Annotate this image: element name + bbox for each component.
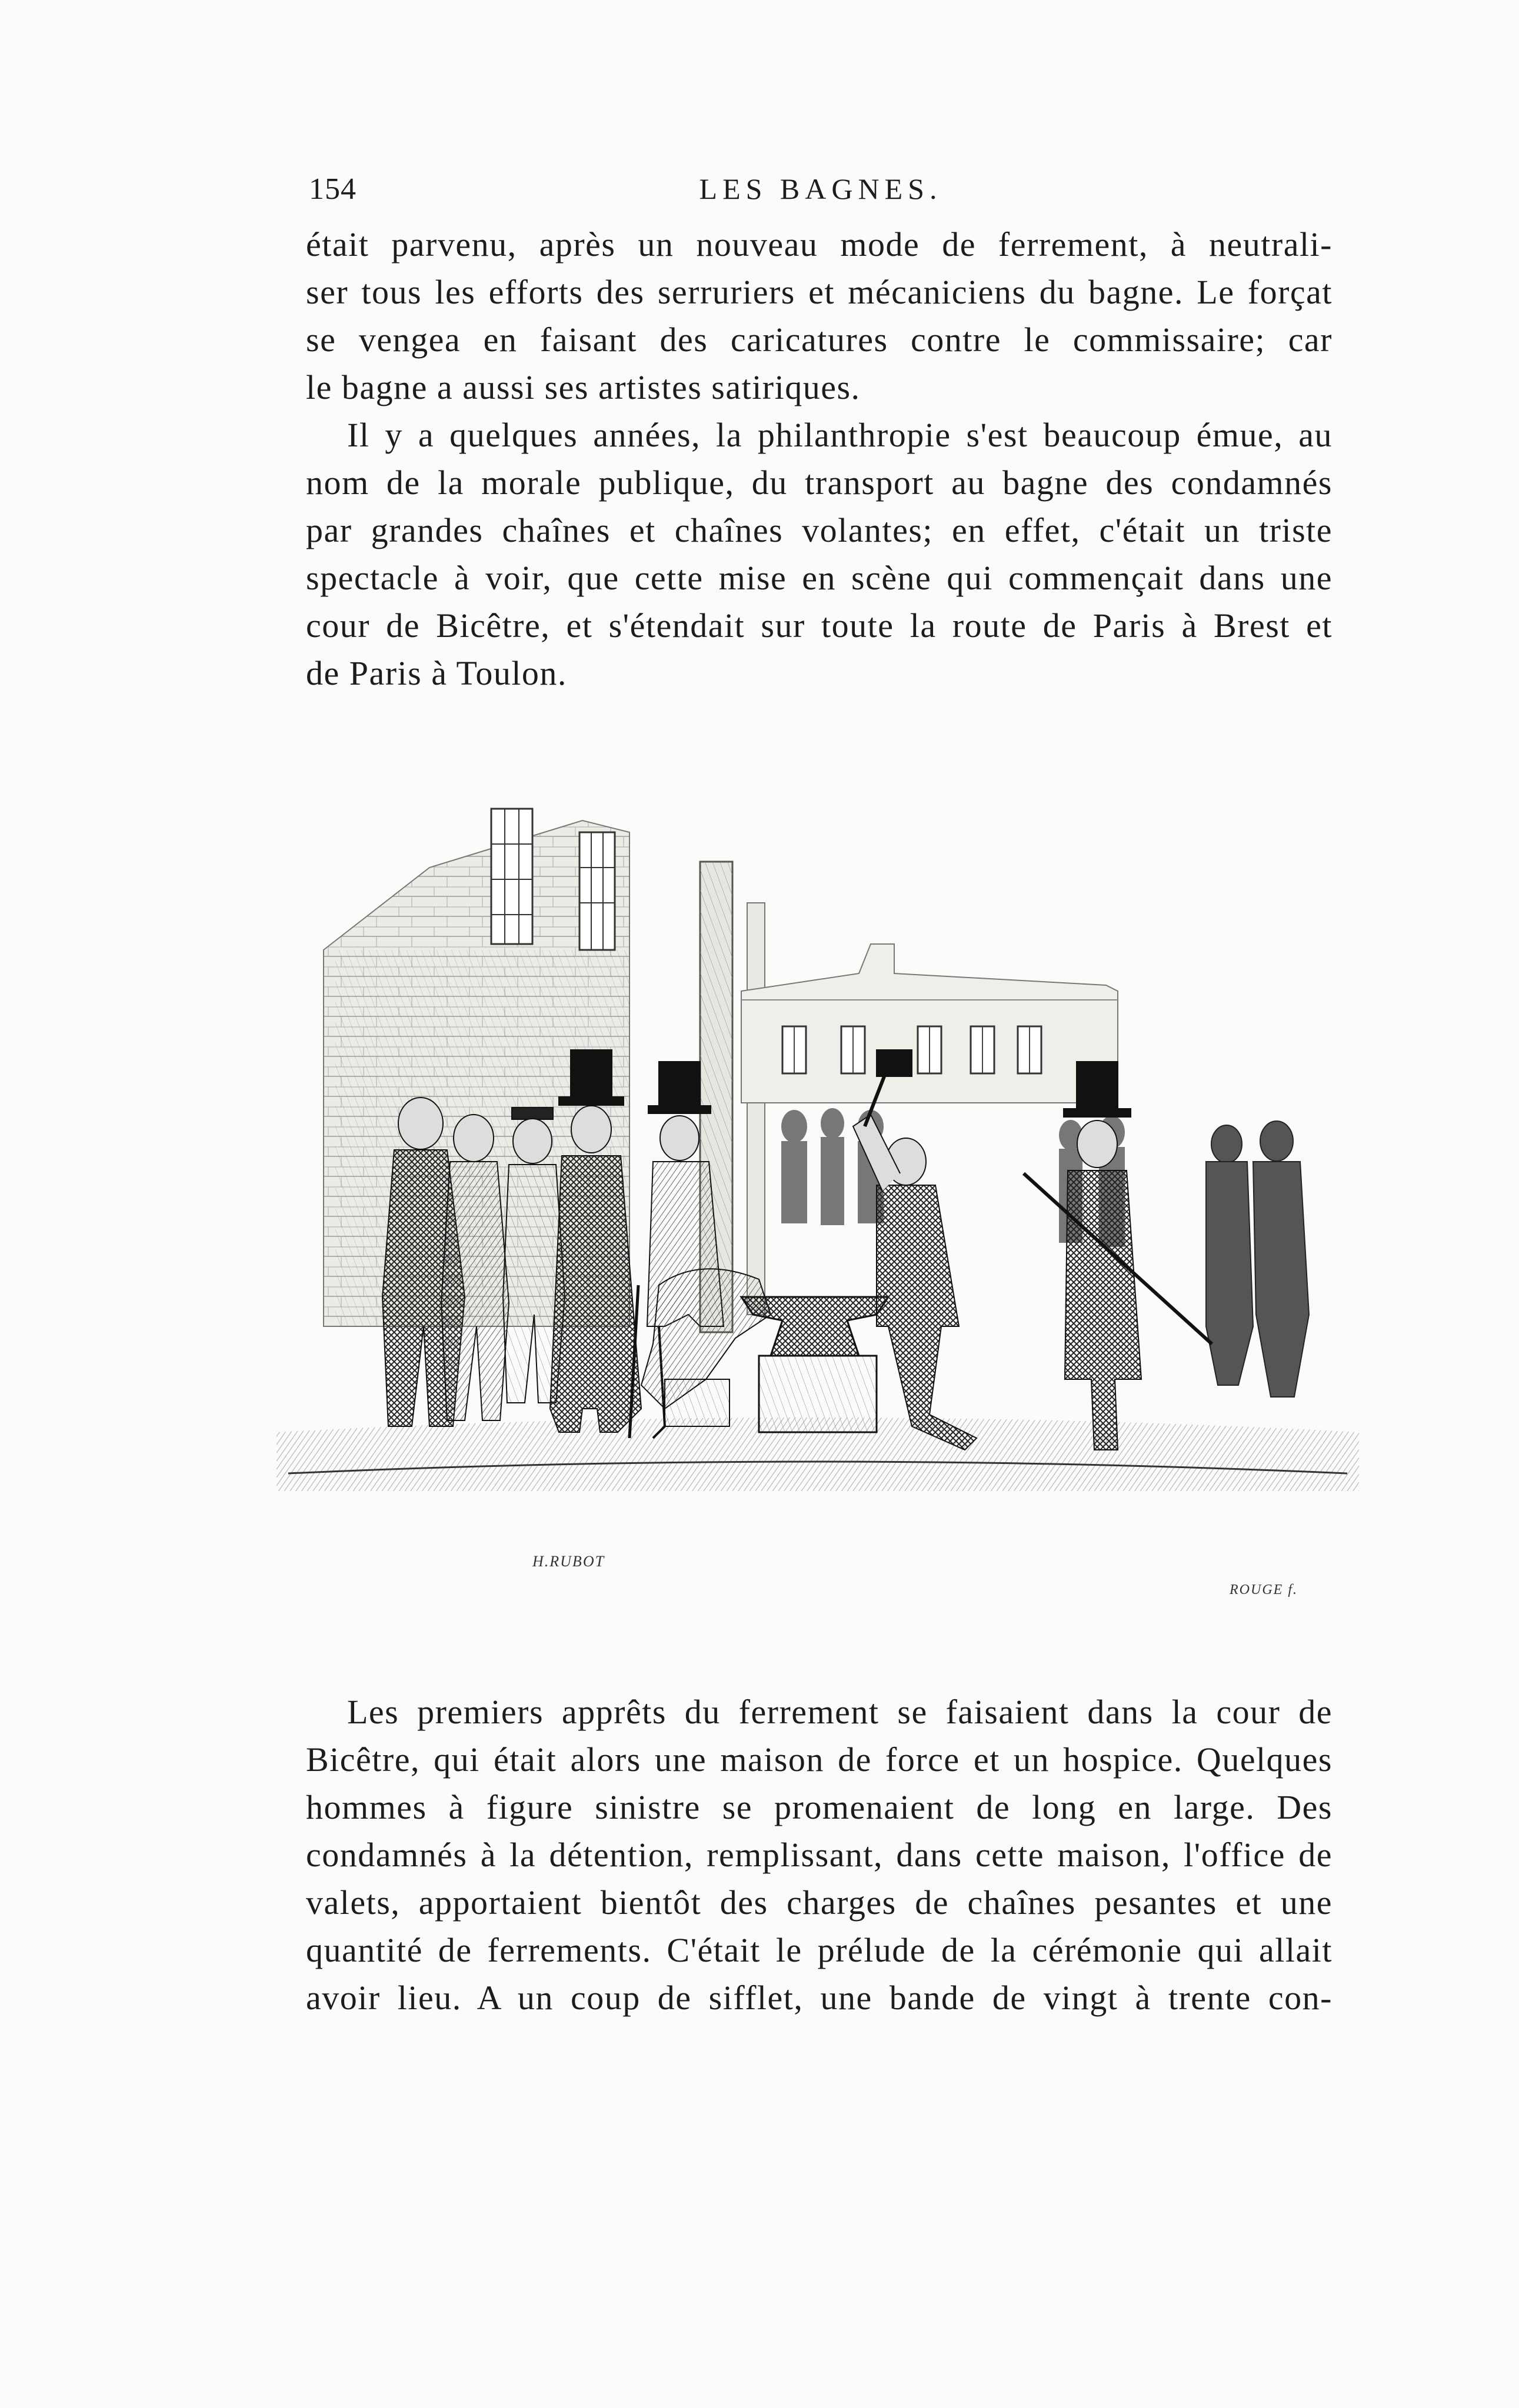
text-line: nom de la morale publique, du transport au bagne des condamnés <box>306 463 1333 502</box>
text-line: de Paris à Toulon. <box>306 654 567 692</box>
text-line: par grandes chaînes et chaînes volantes; en effet, c'était un triste <box>306 511 1333 549</box>
engraving-artwork <box>253 797 1371 1615</box>
text-line: cour de Bicêtre, et s'étendait sur toute la route de Paris à Brest et <box>306 606 1333 645</box>
text-line: avoir lieu. A un coup de sifflet, une bande de vingt à trente con- <box>306 1979 1333 2017</box>
text-line: Les premiers apprêts du ferrement se faisaient dans la cour de <box>347 1693 1333 1731</box>
text-block-bottom <box>306 1688 1333 2022</box>
engraving-illustration <box>253 797 1371 1615</box>
page-header <box>309 172 1333 213</box>
engraver-signature-right: ROUGE f. <box>1230 1582 1298 1597</box>
paragraph <box>306 1688 1333 2022</box>
text-line: condamnés à la détention, remplissant, dans cette maison, l'office de <box>306 1836 1333 1874</box>
running-head: LES BAGNES. <box>699 172 942 205</box>
text-line: était parvenu, après un nouveau mode de ferrement, à neutrali- <box>306 225 1333 264</box>
text-line: quantité de ferrements. C'était le prélude de la cérémonie qui allait <box>306 1931 1333 1969</box>
engraver-signature-left: H.RUBOT <box>532 1553 605 1570</box>
page-number: 154 <box>309 172 357 206</box>
text-line: le bagne a aussi ses artistes satiriques. <box>306 368 861 406</box>
text-line: se vengea en faisant des caricatures contre le commissaire; car <box>306 321 1333 359</box>
paragraph <box>306 411 1333 697</box>
text-line: ser tous les efforts des serruriers et mécaniciens du bagne. Le forçat <box>306 273 1333 311</box>
text-line: spectacle à voir, que cette mise en scène qui commençait dans une <box>306 559 1333 597</box>
text-block-top <box>306 221 1333 697</box>
text-line: Bicêtre, qui était alors une maison de force et un hospice. Quelques <box>306 1740 1333 1779</box>
paragraph <box>306 221 1333 411</box>
text-line: Il y a quelques années, la philanthropie s'est beaucoup émue, au <box>347 416 1333 454</box>
text-line: valets, apportaient bientôt des charges de chaînes pesantes et une <box>306 1883 1333 1922</box>
text-line: hommes à figure sinistre se promenaient de long en large. Des <box>306 1788 1333 1826</box>
